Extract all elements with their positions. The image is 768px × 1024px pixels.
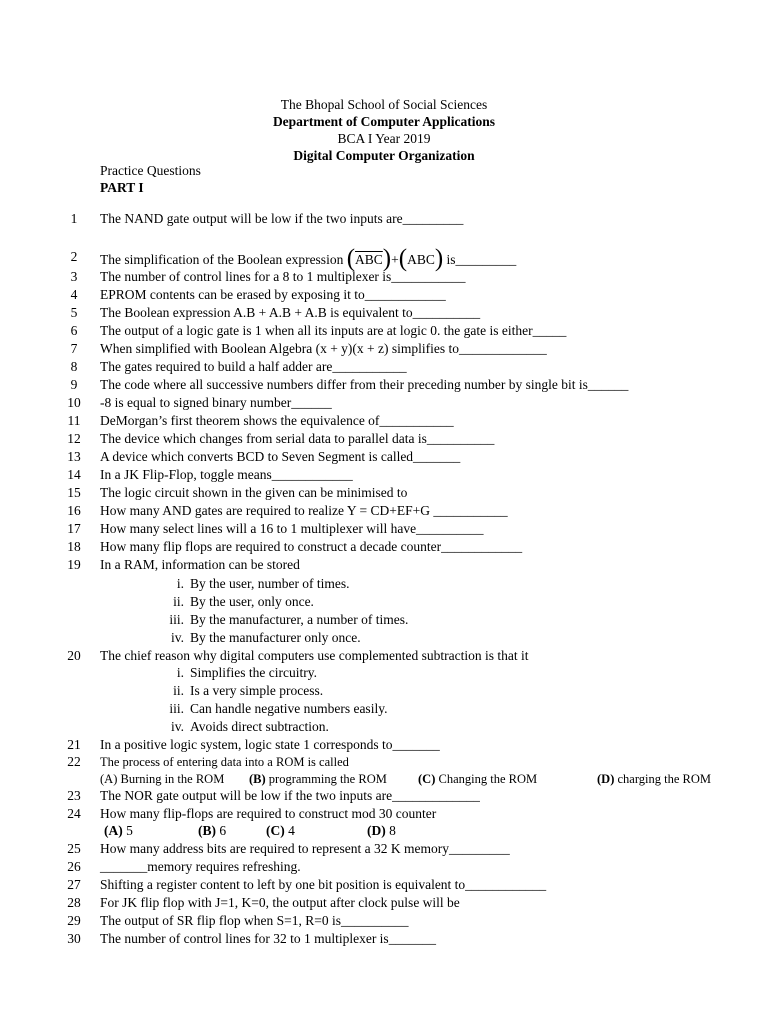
option-text: 8 (385, 823, 396, 838)
question-text: The output of SR flip flop when S=1, R=0 is__________ (100, 913, 409, 928)
question-26 (0, 858, 768, 876)
department-name: Department of Computer Applications (272, 114, 496, 129)
question-text: The output of a logic gate is 1 when all its inputs are at logic 0. the gate is either_____ (100, 323, 567, 338)
option-label: (C) (418, 772, 436, 786)
question-number: 4 (70, 287, 78, 302)
question-number: 6 (70, 323, 78, 338)
question-21 (0, 736, 768, 754)
q19-option-iii (0, 611, 768, 629)
q24-option-a (104, 822, 133, 840)
question-text: In a RAM, information can be stored (100, 557, 300, 572)
option-text: Changing the ROM (435, 772, 538, 786)
option-text: Simplifies the circuitry. (190, 665, 317, 680)
question-15 (0, 484, 768, 502)
question-number: 30 (67, 931, 81, 946)
part-heading: PART I (100, 180, 144, 195)
option-label: (D) (597, 772, 615, 786)
option-numeral: i. (176, 576, 184, 591)
option-label: (D) (367, 823, 386, 838)
option-label: (A) (100, 772, 118, 786)
question-number: 2 (70, 249, 78, 264)
question-2 (0, 245, 768, 272)
boolean-plus: + (391, 252, 399, 267)
q20-option-iv (0, 718, 768, 736)
question-text: How many address bits are required to represent a 32 K memory_________ (100, 841, 510, 856)
q24-options-row (0, 822, 768, 840)
question-5 (0, 304, 768, 322)
option-text: Can handle negative numbers easily. (190, 701, 388, 716)
question-number: 1 (70, 211, 78, 226)
question-number: 21 (67, 737, 81, 752)
q24-option-d (367, 822, 396, 840)
option-numeral: ii. (173, 594, 184, 609)
question-text: -8 is equal to signed binary number______ (100, 395, 332, 410)
question-text: How many AND gates are required to realize Y = CD+EF+G ___________ (100, 503, 508, 518)
question-number: 20 (67, 648, 81, 663)
question-24 (0, 805, 768, 823)
question-10 (0, 394, 768, 412)
question-number: 29 (67, 913, 81, 928)
question-number: 7 (70, 341, 78, 356)
question-text: The NOR gate output will be low if the two inputs are_____________ (100, 788, 480, 803)
q22-options-row (0, 770, 768, 788)
question-text: The gates required to build a half adder are___________ (100, 359, 407, 374)
question-19 (0, 556, 768, 574)
question-14 (0, 466, 768, 484)
option-text: By the manufacturer only once. (190, 630, 361, 645)
option-label: (B) (249, 772, 266, 786)
option-text: Burning in the ROM (117, 772, 225, 786)
q24-option-b (198, 822, 226, 840)
question-7 (0, 340, 768, 358)
option-text: programming the ROM (265, 772, 387, 786)
question-text: Shifting a register content to left by one bit position is equivalent to____________ (100, 877, 547, 892)
option-text: Is a very simple process. (190, 683, 324, 698)
q19-option-ii (0, 593, 768, 611)
question-12 (0, 430, 768, 448)
question-text: EPROM contents can be erased by exposing it to____________ (100, 287, 446, 302)
question-text: The code where all successive numbers differ from their preceding number by single bit is______ (100, 377, 629, 392)
question-number: 15 (67, 485, 81, 500)
option-label: (C) (266, 823, 285, 838)
question-text: When simplified with Boolean Algebra (x + y)(x + z) simplifies to_____________ (100, 341, 547, 356)
question-text: The process of entering data into a ROM is called (100, 755, 349, 769)
option-numeral: i. (176, 665, 184, 680)
option-text: By the manufacturer, a number of times. (190, 612, 409, 627)
q19-option-iv (0, 629, 768, 647)
option-numeral: ii. (173, 683, 184, 698)
question-number: 9 (70, 377, 78, 392)
question-text: For JK flip flop with J=1, K=0, the output after clock pulse will be (100, 895, 460, 910)
question-number: 19 (67, 557, 81, 572)
question-3 (0, 268, 768, 286)
boolean-term-1: $\overline{ABC}$ (355, 252, 383, 267)
question-text: How many flip-flops are required to construct mod 30 counter (100, 806, 437, 821)
option-numeral: iii. (169, 612, 184, 627)
question-text: The number of control lines for 32 to 1 multiplexer is_______ (100, 931, 436, 946)
question-20 (0, 647, 768, 665)
question-text-post: is_________ (443, 252, 517, 267)
option-text: By the user, only once. (190, 594, 314, 609)
question-23 (0, 787, 768, 805)
q24-option-c (266, 822, 295, 840)
question-number: 13 (67, 449, 81, 464)
q20-option-i (0, 664, 768, 682)
question-9 (0, 376, 768, 394)
question-number: 17 (67, 521, 81, 536)
question-6 (0, 322, 768, 340)
question-text: How many flip flops are required to construct a decade counter____________ (100, 539, 523, 554)
course-year: BCA I Year 2019 (337, 131, 431, 146)
question-number: 18 (67, 539, 81, 554)
question-8 (0, 358, 768, 376)
option-text: charging the ROM (614, 772, 711, 786)
option-numeral: iv. (171, 630, 184, 645)
question-number: 28 (67, 895, 81, 910)
question-number: 11 (67, 413, 81, 428)
question-1 (0, 210, 768, 228)
option-text: 4 (284, 823, 295, 838)
question-text: The device which changes from serial data to parallel data is__________ (100, 431, 495, 446)
question-number: 22 (67, 754, 81, 769)
question-number: 24 (67, 806, 81, 821)
question-29 (0, 912, 768, 930)
q22-option-a (100, 770, 224, 788)
question-27 (0, 876, 768, 894)
question-number: 8 (70, 359, 78, 374)
boolean-term-2: ABC (407, 252, 435, 267)
question-text: In a positive logic system, logic state 1 corresponds to_______ (100, 737, 440, 752)
question-30 (0, 930, 768, 948)
question-text: A device which converts BCD to Seven Segment is called_______ (100, 449, 461, 464)
question-13 (0, 448, 768, 466)
q19-option-i (0, 575, 768, 593)
question-number: 3 (70, 269, 78, 284)
question-22 (0, 753, 768, 771)
question-text: The chief reason why digital computers use complemented subtraction is that it (100, 648, 529, 663)
question-number: 26 (67, 859, 81, 874)
question-number: 5 (70, 305, 78, 320)
school-name: The Bhopal School of Social Sciences (280, 97, 488, 112)
option-text: 5 (122, 823, 133, 838)
question-text: The simplification of the Boolean expression $(\overline{ABC})+(ABC)$ is_________ (100, 245, 517, 272)
option-numeral: iv. (171, 719, 184, 734)
question-17 (0, 520, 768, 538)
option-text: Avoids direct subtraction. (190, 719, 329, 734)
q20-option-ii (0, 682, 768, 700)
question-text: _______memory requires refreshing. (100, 859, 301, 874)
option-label: (A) (104, 823, 123, 838)
question-11 (0, 412, 768, 430)
section-label: Practice Questions (100, 163, 201, 178)
question-text: In a JK Flip-Flop, toggle means____________ (100, 467, 353, 482)
question-4 (0, 286, 768, 304)
question-number: 27 (67, 877, 81, 892)
question-text: How many select lines will a 16 to 1 multiplexer will have__________ (100, 521, 484, 536)
question-number: 25 (67, 841, 81, 856)
question-text: DeMorgan’s first theorem shows the equivalence of___________ (100, 413, 454, 428)
question-number: 12 (67, 431, 81, 446)
subject-title: Digital Computer Organization (293, 148, 475, 163)
option-text: By the user, number of times. (190, 576, 350, 591)
option-label: (B) (198, 823, 216, 838)
question-number: 10 (67, 395, 81, 410)
q22-option-d (597, 770, 711, 788)
option-text: 6 (216, 823, 227, 838)
question-number: 16 (67, 503, 81, 518)
question-number: 14 (67, 467, 81, 482)
question-text-pre: The simplification of the Boolean expression (100, 252, 347, 267)
question-text: The Boolean expression A.B + A.B + A.B is equivalent to__________ (100, 305, 481, 320)
question-text: The number of control lines for a 8 to 1 multiplexer is___________ (100, 269, 466, 284)
question-25 (0, 840, 768, 858)
question-16 (0, 502, 768, 520)
question-number: 23 (67, 788, 81, 803)
option-numeral: iii. (169, 701, 184, 716)
question-text: The logic circuit shown in the given can be minimised to (100, 485, 408, 500)
q22-option-b (249, 770, 387, 788)
q20-option-iii (0, 700, 768, 718)
question-text: The NAND gate output will be low if the two inputs are_________ (100, 211, 464, 226)
question-28 (0, 894, 768, 912)
question-18 (0, 538, 768, 556)
q22-option-c (418, 770, 537, 788)
